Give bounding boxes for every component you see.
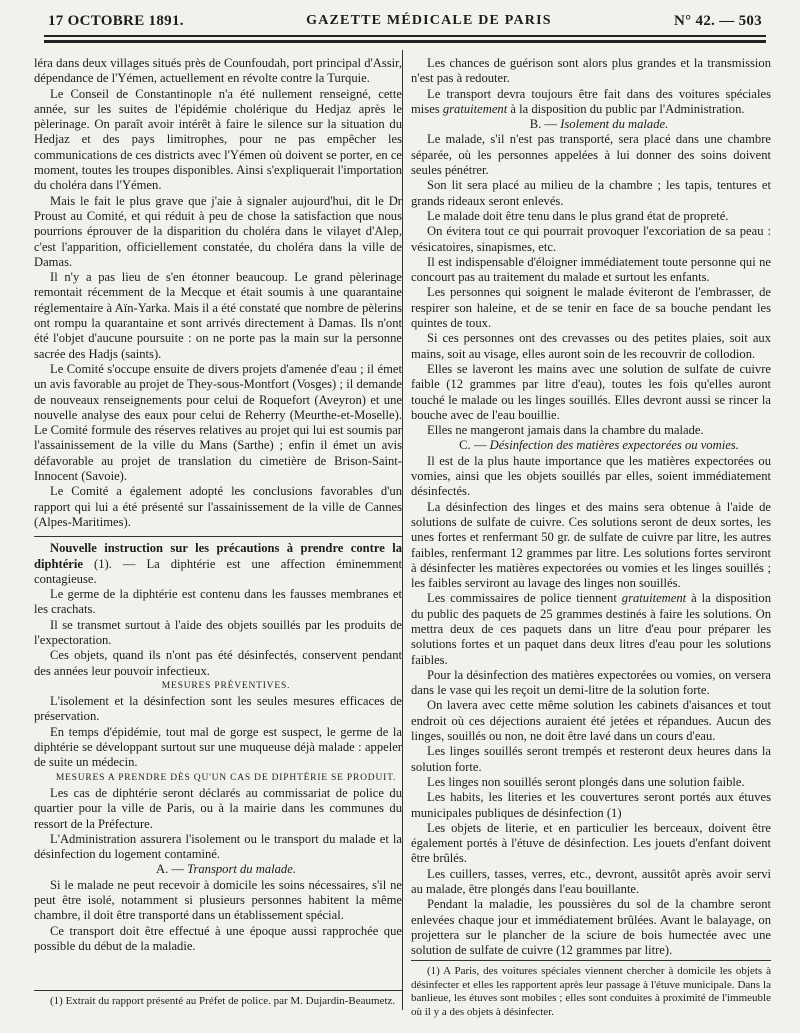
paragraph: Le Comité a également adopté les conclusions favorables d'un rapport qui lui a été présenté sur l'assainissement de la ville de Cannes (Alpes-Maritimes).: [34, 484, 402, 529]
paragraph: Les objets de literie, et en particulier les berceaux, doivent être également portés à l'étuve de désinfection. Les jouets d'enfant doivent être brûlés.: [411, 820, 771, 866]
paragraph: Les cuillers, tasses, verres, etc., devront, aussitôt après avoir servi au malade, être plongés dans l'eau bouillante.: [411, 866, 771, 897]
paragraph: Le germe de la diphtérie est contenu dans les fausses membranes et les crachats.: [34, 587, 402, 617]
footnote-separator: [411, 960, 771, 961]
article-title: [34, 541, 402, 587]
section-separator: [34, 536, 402, 537]
header-rule-thick: [44, 40, 766, 43]
paragraph: Le malade, s'il n'est pas transporté, sera placé dans une chambre séparée, où les personnes appelées à lui donner des soins doivent seules pénétrer.: [411, 132, 771, 178]
subheading-disinfection: [411, 438, 771, 453]
left-footnote-block: [34, 984, 402, 1009]
paragraph: Ces objets, quand ils n'ont pas été désinfectés, conservent pendant des années leur pouvoir infectieux.: [34, 648, 402, 678]
left-column: [34, 56, 402, 1007]
article-title-text: Nouvelle instruction sur les précautions à prendre contre la diphtérie: [34, 541, 402, 571]
article-title-tail: (1). — La diphtérie est une affection éminemment contagieuse.: [34, 556, 402, 586]
text-run: à la disposition du public des paquets de 25 grammes destinés à faire les solutions. On mettra deux de ces paquets dans un litre d'eau pour préparer les solutions fortes et un paquet dans deux litres d'eau pour les solutions faibles.: [411, 591, 772, 667]
subheading-title: Transport du malade.: [187, 862, 296, 877]
paragraph: Ce transport doit être effectué à une époque aussi rapprochée que possible du début de la maladie.: [34, 923, 402, 953]
subheading-prefix: A. —: [156, 862, 188, 877]
column-divider: [402, 50, 403, 1010]
text-run-italic: gratuitement: [621, 591, 687, 606]
paragraph: Mais le fait le plus grave que j'aie à signaler aujourd'hui, dit le Dr Proust au Comité, et qui réduit à peu de chose la satisfaction que nous pourrions éprouver de la disparition du choléra dans le vilayet d'Alep, c'est l'apparition, officiellement constatée, du choléra dans la ville de Damas.: [34, 193, 402, 269]
paragraph: Le Comité s'occupe ensuite de divers projets d'amenée d'eau ; il émet un avis favorable au projet de They-sous-Montfort (Vosges) ; il demande de nouveaux renseignements pour celui de Roquefort (Aveyron) et une nouvelle analyse des eaux pour celui de Reherry (Meurthe-et-Moselle). Le Comité formule des réserves relatives au projet qui lui est soumis par l'assainissement de la ville du Mans (Sarthe) ; enfin il émet un avis défavorable au projet de translation du cimetière de Brison-Saint-Innocent (Savoie).: [34, 361, 402, 484]
paragraph: On évitera tout ce qui pourrait provoquer l'excoriation de sa peau : vésicatoires, sinapismes, etc.: [411, 224, 771, 254]
header-title: GAZETTE MÉDICALE DE PARIS: [306, 13, 552, 28]
subheading-preventive: MESURES PRÉVENTIVES.: [161, 680, 291, 691]
paragraph: Les habits, les literies et les couvertures seront portés aux étuves municipales publiques de désinfection (1): [411, 790, 771, 820]
text-run: Les commissaires de police tiennent: [427, 591, 622, 606]
paragraph: Il se transmet surtout à l'aide des objets souillés par les produits de l'expectoration.: [34, 617, 402, 647]
page-header: [48, 10, 762, 32]
paragraph: Les linges souillés seront trempés et resteront deux heures dans la solution forte.: [411, 744, 771, 774]
text-run-italic: gratuitement: [442, 101, 508, 116]
paragraph: En temps d'épidémie, tout mal de gorge est suspect, le germe de la diphtérie se développant surtout sur une muqueuse déjà malade : appeler de suite un médecin.: [34, 724, 402, 770]
paragraph: Les chances de guérison sont alors plus grandes et la transmission n'est pas à redouter.: [411, 56, 771, 86]
text-run: à la disposition du public par l'Administration.: [507, 101, 745, 116]
paragraph: On lavera avec cette même solution les cabinets d'aisances et tout endroit où ces déjections auraient été jetées et répandues. Aucun des linges, souillés ou non, ne doit être lavé dans un cours d'eau.: [411, 698, 771, 744]
footnote-separator: [34, 990, 402, 991]
paragraph: Les personnes qui soignent le malade éviteront de l'embrasser, de respirer son haleine, et de se tenir en face de sa bouche pendant les quintes de toux.: [411, 285, 771, 331]
paragraph: [411, 591, 771, 667]
text-run: Le transport devra toujours être fait dans des voitures spéciales mises: [411, 86, 771, 116]
subheading-transport: [34, 862, 402, 877]
paragraph: Les cas de diphtérie seront déclarés au commissariat de police du quartier pour la ville de Paris, ou à la mairie dans les communes du ressort de la Préfecture.: [34, 785, 402, 831]
header-issue: N° 42. — 503: [674, 12, 762, 29]
subheading-prefix: B. —: [529, 117, 561, 132]
paragraph: Le Conseil de Constantinople n'a été nullement renseigné, cette année, sur les suites de l'épidémie cholérique du Hedjaz après le pèlerinage. On paraît avoir intérêt à faire le silence sur la situation du Hedjaz et des pays limitrophes, pour ne pas empêcher les communications de ces districts avec l'Yémen où doivent se porter, en ce moment, toutes les troupes disponibles. Ainsi s'expliquerait l'importation du choléra dans l'Yémen.: [34, 86, 402, 193]
right-column: [411, 56, 772, 1018]
footnote: (1) A Paris, des voitures spéciales viennent chercher à domicile les objets à désinfecter et elles les rapportent après leur passage à l'étuve municipale. Dans la banlieue, les étuves sont mobiles ; elles sont conduites à proximité de l'immeuble où il y a des objets à désinfecter.: [411, 965, 771, 1018]
paragraph: Les linges non souillés seront plongés dans une solution faible.: [427, 774, 745, 789]
paragraph: Si ces personnes ont des crevasses ou des petites plaies, soit aux mains, soit au visage, elles auront soin de les recouvrir de collodion.: [411, 331, 771, 361]
subheading-title: Isolement du malade.: [560, 117, 669, 132]
subheading-prefix: C. —: [459, 438, 490, 453]
header-date: 17 OCTOBRE 1891.: [48, 12, 184, 29]
right-footnote-block: [411, 954, 771, 1019]
header-rule: [44, 35, 766, 37]
subheading-title: Désinfection des matières expectorées ou vomies.: [489, 438, 739, 453]
paragraph: Elles se laveront les mains avec une solution de sulfate de cuivre faible (12 grammes par litre d'eau), toutes les fois qu'elles auront touché le malade ou les linges souillés. Elles devront aussi se rincer la bouche avec de l'eau bouillie.: [411, 361, 771, 422]
paragraph: Si le malade ne peut recevoir à domicile les soins nécessaires, s'il ne peut être isolé, notamment si plusieurs personnes habitent la même chambre, il doit être transporté dans un établissement spécial.: [34, 877, 402, 923]
paragraph: Pendant la maladie, les poussières du sol de la chambre seront enlevées chaque jour et immédiatement brûlées. Avant le balayage, on projettera sur le plancher de la sciure de bois humectée avec une solution de sulfate de cuivre (12 grammes par litre).: [411, 897, 771, 958]
subheading-measures: MESURES A PRENDRE DÈS QU'UN CAS DE DIPHTÉRIE SE PRODUIT.: [55, 772, 397, 783]
paragraph: léra dans deux villages situés près de Counfoudah, port principal d'Assir, dépendance de l'Yémen, actuellement en révolte contre la Turquie.: [34, 56, 402, 86]
paragraph: Il n'y a pas lieu de s'en étonner beaucoup. Le grand pèlerinage remontait récemment de la Mecque et était soumis à une quarantaine réglementaire à Aïn-Yarka. Mais il a été constaté que nombre de pèlerins ont rompu la quarantaine et sont arrivés directement à Damas. Ils n'ont été l'objet d'aucune poursuite : on ne porte pas la main sur la personne sacrée des Hadjs (saints).: [34, 270, 402, 361]
paragraph: La désinfection des linges et des mains sera obtenue à l'aide de solutions de sulfate de cuivre. Ces solutions seront de deux sortes, les unes fortes et renfermant 50 gr. de sulfate de cuivre par litre, les autres faibles, renfermant 12 grammes par litre. Les solutions fortes serviront à désinfecter les matières expectorées ou vomies et les linges souillés ; les faibles serviront au lavage des linges non souillés.: [411, 499, 771, 591]
paragraph: Il est de la plus haute importance que les matières expectorées ou vomies, ainsi que les objets souillés par elles, soient immédiatement désinfectés.: [411, 453, 771, 499]
paragraph: Il est indispensable d'éloigner immédiatement toute personne qui ne concourt pas au traitement du malade et surtout les enfants.: [411, 254, 771, 285]
paragraph: Le malade doit être tenu dans le plus grand état de propreté.: [427, 208, 729, 223]
subheading-isolation: [411, 117, 771, 132]
footnote: (1) Extrait du rapport présenté au Préfet de police. par M. Dujardin-Beaumetz.: [50, 995, 396, 1007]
paragraph: L'Administration assurera l'isolement ou le transport du malade et la désinfection du logement contaminé.: [34, 831, 402, 862]
paragraph: L'isolement et la désinfection sont les seules mesures efficaces de préservation.: [34, 694, 402, 724]
paragraph: Son lit sera placé au milieu de la chambre ; les tapis, tentures et grands rideaux seront enlevés.: [411, 178, 771, 208]
paragraph: [411, 87, 771, 118]
paragraph: Pour la désinfection des matières expectorées ou vomies, on versera dans le vase qui les reçoit un demi-litre de la solution forte.: [411, 667, 771, 698]
paragraph: Elles ne mangeront jamais dans la chambre du malade.: [427, 423, 704, 438]
